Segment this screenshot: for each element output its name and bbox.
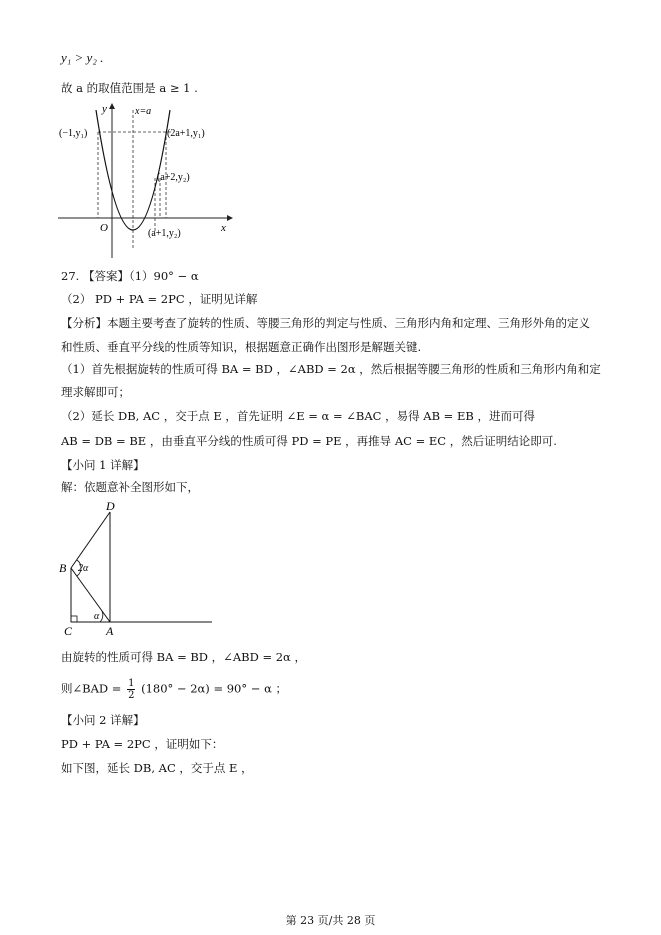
fraction-denominator: 2 <box>128 690 135 701</box>
angle-arc-a <box>100 611 103 622</box>
rotation-triangle-figure <box>56 498 216 638</box>
vertex-A-label: A <box>106 624 114 638</box>
proof-claim: PD + PA = 2PC ，证明如下： <box>61 737 224 751</box>
origin-label: O <box>100 222 108 234</box>
point-a-plus1-y2: (a+1,y₂) <box>148 228 181 239</box>
y-axis-label: y <box>102 103 107 115</box>
x-axis-label: x <box>221 222 226 234</box>
analysis-line-2: 和性质、垂直平分线的性质等知识，根据题意正确作出图形是解题关键. <box>61 340 422 354</box>
point-2a-plus1-y1: (2a+1,y₁) <box>167 128 205 139</box>
subquestion-1-heading: 【小问 1 详解】 <box>61 458 145 472</box>
angle-alpha-label: α <box>94 611 100 622</box>
answer-27-part2: （2） PD + PA = 2PC ，证明见详解 <box>61 292 258 306</box>
conclusion-a-range: 故 a 的取值范围是 a ≥ 1 . <box>61 81 198 95</box>
answer-27-part1: 27. 【答案】（1）90° − α <box>61 269 199 283</box>
point-a-plus2-y2: (a+2,y₂) <box>157 172 190 183</box>
analysis-line-4: 理求解即可； <box>61 385 130 399</box>
right-angle-mark <box>71 616 77 622</box>
parabola-graph <box>56 100 256 260</box>
symmetry-axis-label: x=a <box>135 106 152 117</box>
extend-lines-step: 如下图，延长 DB, AC ，交于点 E ， <box>61 761 253 775</box>
angle-bad-computation <box>61 678 287 704</box>
rotation-property-line: 由旋转的性质可得 BA = BD ，∠ABD = 2α ， <box>61 650 306 664</box>
vertex-B-label: B <box>59 561 67 575</box>
analysis-line-6: AB = DB = BE ，由垂直平分线的性质可得 PD = PE ，再推导 AC = EC ，然后证明结论即可. <box>61 434 557 448</box>
analysis-line-5: （2）延长 DB, AC ，交于点 E ，首先证明 ∠E = α = ∠BAC ，易得 AB = EB ，进而可得 <box>61 409 535 423</box>
angle-2alpha-label: 2α <box>78 563 89 574</box>
angle-bad-rest: (180° − 2α) = 90° − α ； <box>141 681 287 696</box>
solution-1-intro: 解：依题意补全图形如下， <box>61 480 199 494</box>
analysis-line-1: 【分析】本题主要考查了旋转的性质、等腰三角形的判定与性质、三角形内角和定理、三角形外角的定义 <box>61 316 590 330</box>
fraction-numerator: 1 <box>128 678 135 689</box>
segment-DB <box>71 512 110 568</box>
point-minus1-y1: (−1,y₁) <box>59 128 88 139</box>
subquestion-2-heading: 【小问 2 详解】 <box>61 713 145 727</box>
vertex-C-label: C <box>64 624 73 638</box>
analysis-line-3: （1）首先根据旋转的性质可得 BA = BD ，∠ABD = 2α ，然后根据等腰三角形的性质和三角形内角和定 <box>61 362 601 376</box>
result-y1-gt-y2: y₁ > y₂ . <box>61 50 104 65</box>
page-footer: 第 23 页/共 28 页 <box>285 914 376 927</box>
angle-bad-prefix: 则∠BAD = <box>61 681 122 696</box>
segment-BA <box>71 568 110 622</box>
vertex-D-label: D <box>106 499 115 513</box>
fraction-one-half <box>127 678 135 701</box>
